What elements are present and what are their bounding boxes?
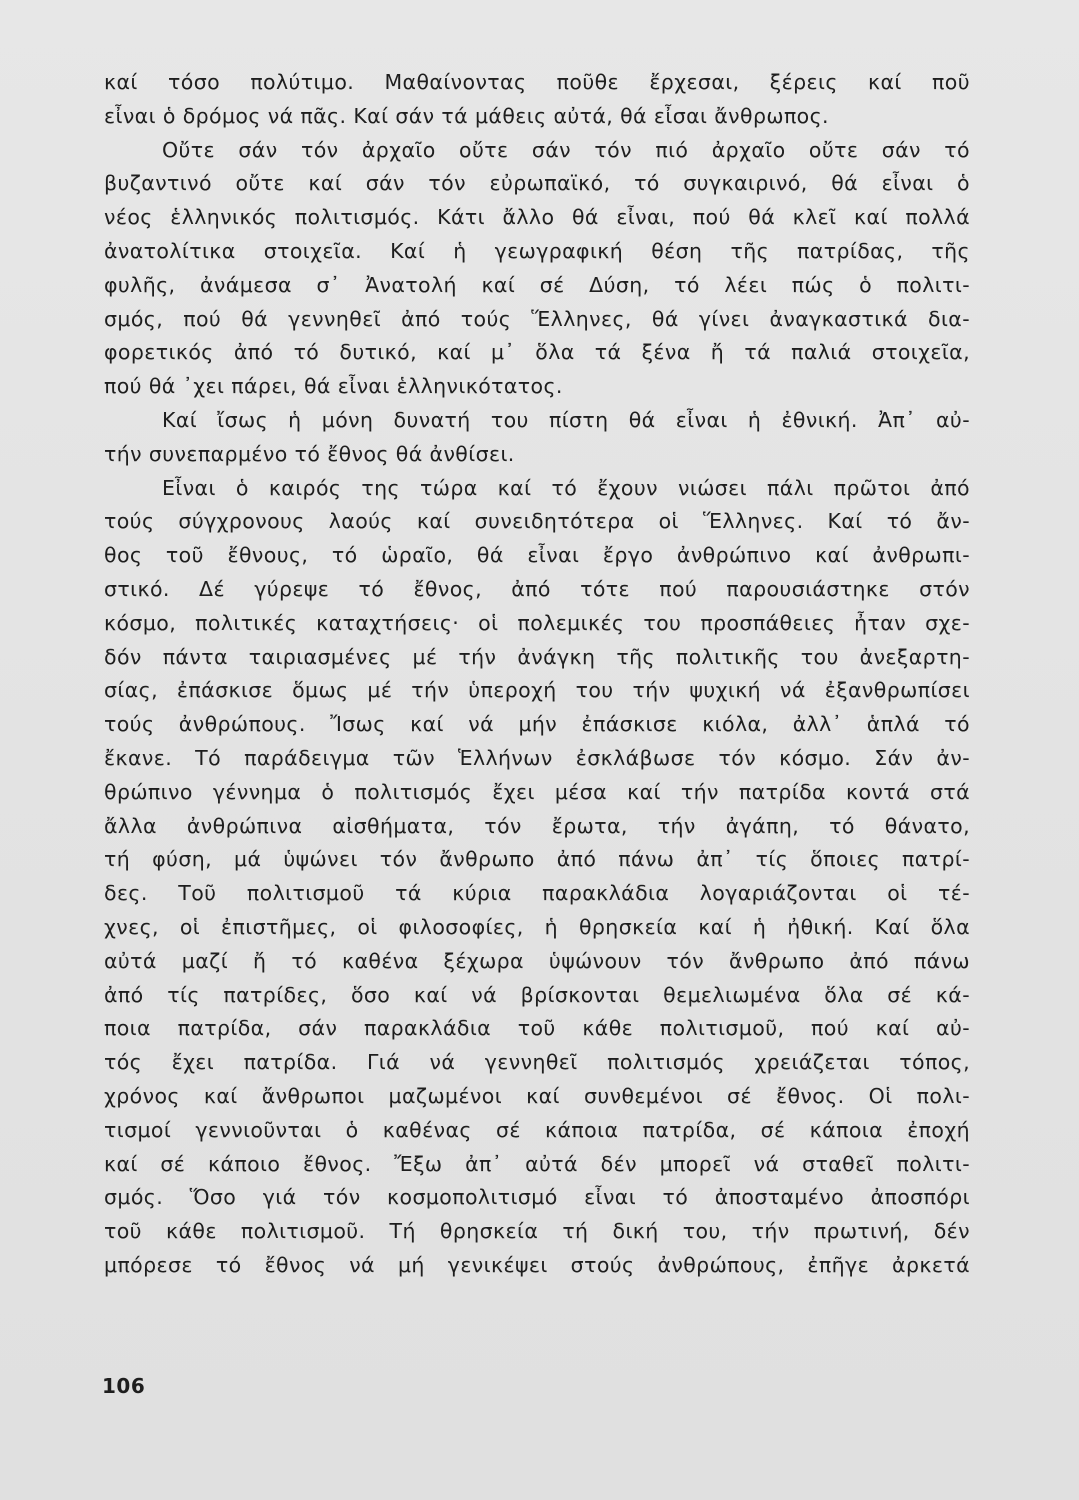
text-line-6: ἀνατολίτικα στοιχεῖα. Καί ἡ γεωγραφική θέση τῆς πατρίδας, τῆς xyxy=(104,238,970,263)
text-line-32: τισμοί γεννιοῦνται ὁ καθένας σέ κάποια πατρίδα, σέ κάποια ἐποχή xyxy=(104,1117,970,1142)
text-line-1: καί τόσο πολύτιμο. Μαθαίνοντας ποῦθε ἔρχεσαι, ξέρεις καί ποῦ xyxy=(104,70,970,94)
text-line-27: αὐτά μαζί ἤ τό καθένα ξέχωρα ὑψώνουν τόν ἄνθρωπο ἀπό πάνω xyxy=(104,948,970,973)
text-line-5: νέος ἑλληνικός πολιτισμός. Κάτι ἄλλο θά εἶναι, πού θά κλεῖ καί πολλά xyxy=(104,205,970,230)
text-line-19: σίας, ἐπάσκισε ὅμως μέ τήν ὑπεροχή του τήν ψυχική νά ἐξανθρωπίσει xyxy=(104,678,970,703)
text-line-25: δες. Τοῦ πολιτισμοῦ τά κύρια παρακλάδια λογαριάζονται οἱ τέ- xyxy=(104,881,970,906)
text-line-20: τούς ἀνθρώπους. Ἴσως καί νά μήν ἐπάσκισε κιόλα, ἀλλ᾽ ἁπλά τό xyxy=(104,712,970,737)
text-line-36: μπόρεσε τό ἔθνος νά μή γενικέψει στούς ἀνθρώπους, ἐπῆγε ἀρκετά xyxy=(104,1252,970,1277)
text-line-10: πού θά ᾽χει πάρει, θά εἶναι ἑλληνικότατος. xyxy=(104,374,563,399)
text-line-26: χνες, οἱ ἐπιστῆμες, οἱ φιλοσοφίες, ἡ θρησκεία καί ἡ ἠθική. Καί ὅλα xyxy=(104,914,970,939)
text-line-15: θος τοῦ ἔθνους, τό ὡραῖο, θά εἶναι ἔργο ἀνθρώπινο καί ἀνθρωπι- xyxy=(104,543,970,568)
text-line-18: δόν πάντα ταιριασμένες μέ τήν ἀνάγκη τῆς πολιτικῆς του ἀνεξαρτη- xyxy=(104,644,970,669)
text-line-14: τούς σύγχρονους λαούς καί συνειδητότερα οἱ Ἕλληνες. Καί τό ἄν- xyxy=(104,509,970,534)
text-line-8: σμός, πού θά γεννηθεῖ ἀπό τούς Ἕλληνες, θά γίνει ἀναγκαστικά δια- xyxy=(104,306,970,331)
text-line-21: ἔκανε. Τό παράδειγμα τῶν Ἑλλήνων ἐσκλάβωσε τόν κόσμο. Σάν ἀν- xyxy=(104,745,970,770)
body-text xyxy=(104,66,970,1283)
text-line-13: Εἶναι ὁ καιρός της τώρα καί τό ἔχουν νιώσει πάλι πρῶτοι ἀπό xyxy=(162,475,970,500)
text-line-31: χρόνος καί ἄνθρωποι μαζωμένοι καί συνθεμένοι σέ ἔθνος. Οἱ πολι- xyxy=(104,1083,970,1108)
text-line-4: βυζαντινό οὔτε καί σάν τόν εὐρωπαϊκό, τό συγκαιρινό, θά εἶναι ὁ xyxy=(104,171,970,196)
text-line-35: τοῦ κάθε πολιτισμοῦ. Τή θρησκεία τή δική του, τήν πρωτινή, δέν xyxy=(104,1219,970,1244)
text-line-7: φυλῆς, ἀνάμεσα σ᾽ Ἀνατολή καί σέ Δύση, τό λέει πώς ὁ πολιτι- xyxy=(104,272,970,297)
text-line-33: καί σέ κάποιο ἔθνος. Ἔξω ἀπ᾽ αὐτά δέν μπορεῖ νά σταθεῖ πολιτι- xyxy=(104,1151,970,1176)
text-line-29: ποια πατρίδα, σάν παρακλάδια τοῦ κάθε πολιτισμοῦ, πού καί αὐ- xyxy=(104,1016,970,1041)
text-line-9: φορετικός ἀπό τό δυτικό, καί μ᾽ ὅλα τά ξένα ἤ τά παλιά στοιχεῖα, xyxy=(104,340,970,365)
text-line-23: ἄλλα ἀνθρώπινα αἰσθήματα, τόν ἔρωτα, τήν ἀγάπη, τό θάνατο, xyxy=(104,813,970,838)
text-line-16: στικό. Δέ γύρεψε τό ἔθνος, ἀπό τότε πού παρουσιάστηκε στόν xyxy=(104,576,970,601)
text-line-11: Καί ἴσως ἡ μόνη δυνατή του πίστη θά εἶναι ἡ ἐθνική. Ἀπ᾽ αὐ- xyxy=(162,407,970,432)
text-line-28: ἀπό τίς πατρίδες, ὅσο καί νά βρίσκονται θεμελιωμένα ὅλα σέ κά- xyxy=(104,982,970,1007)
text-line-22: θρώπινο γέννημα ὁ πολιτισμός ἔχει μέσα καί τήν πατρίδα κοντά στά xyxy=(104,779,970,804)
text-line-30: τός ἔχει πατρίδα. Γιά νά γεννηθεῖ πολιτισμός χρειάζεται τόπος, xyxy=(104,1050,970,1075)
text-line-2: εἶναι ὁ δρόμος νά πᾶς. Καί σάν τά μάθεις αὐτά, θά εἶσαι ἄνθρωπος. xyxy=(104,103,829,128)
text-line-3: Οὔτε σάν τόν ἀρχαῖο οὔτε σάν τόν πιό ἀρχαῖο οὔτε σάν τό xyxy=(162,137,970,162)
text-line-12: τήν συνεπαρμένο τό ἔθνος θά ἀνθίσει. xyxy=(104,441,515,466)
text-line-34: σμός. Ὅσο γιά τόν κοσμοπολιτισμό εἶναι τό ἀποσταμένο ἀποσπόρι xyxy=(104,1185,970,1210)
text-line-17: κόσμο, πολιτικές καταχτήσεις· οἱ πολεμικές του προσπάθειες ἦταν σχε- xyxy=(104,610,970,635)
page-number: 106 xyxy=(102,1374,146,1398)
text-line-24: τή φύση, μά ὑψώνει τόν ἄνθρωπο ἀπό πάνω ἀπ᾽ τίς ὅποιες πατρί- xyxy=(104,847,970,872)
